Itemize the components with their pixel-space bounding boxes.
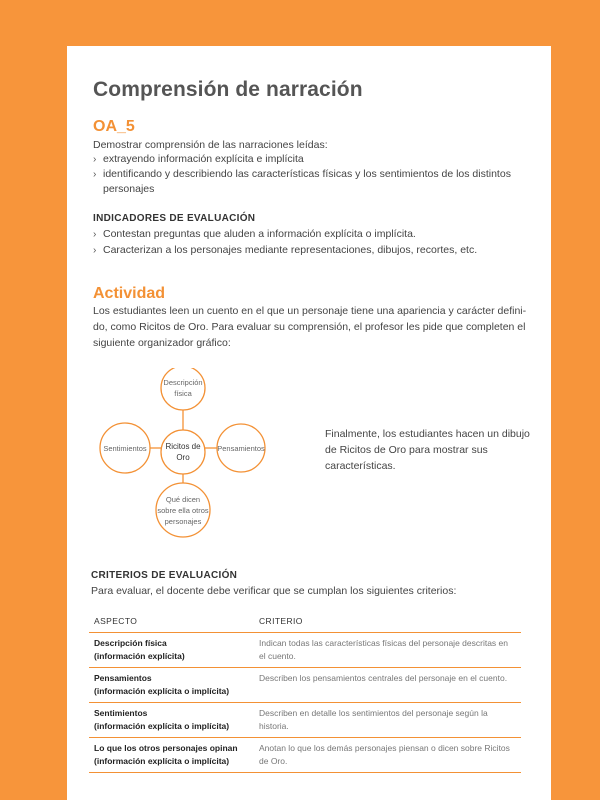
node-center-label-1: Ricitos de bbox=[165, 442, 201, 451]
node-bottom-label-3: personajes bbox=[164, 517, 202, 526]
criterion-cell: Describen en detalle los sentimientos del personaje según la historia. bbox=[254, 703, 521, 738]
aspect-cell bbox=[89, 633, 254, 668]
activity-line: Los estudiantes leen un cuento en el que un personaje tiene una apariencia y carácter defini- bbox=[93, 305, 527, 317]
bullet-arrow-icon: › bbox=[93, 229, 97, 240]
aspect-subtitle: (información explícita o implícita) bbox=[94, 721, 230, 731]
criterion-cell: Indican todas las características físicas del personaje descritas en el cuento. bbox=[254, 633, 521, 668]
objective-code: OA_5 bbox=[93, 118, 135, 135]
objective-item: › identificando y describiendo las características físicas y los sentimientos de los distintos personajes bbox=[93, 168, 511, 195]
worksheet-page bbox=[67, 46, 551, 800]
node-left-label: Sentimientos bbox=[103, 444, 147, 453]
side-note: Finalmente, los estudiantes hacen un dibujo de Ricitos de Oro para mostrar sus características. bbox=[325, 428, 530, 472]
criteria-heading: CRITERIOS DE EVALUACIÓN bbox=[91, 570, 238, 581]
table-header-row bbox=[89, 612, 521, 633]
table-row bbox=[89, 738, 521, 773]
aspect-subtitle: (información explícita o implícita) bbox=[94, 686, 230, 696]
node-bottom-label-2: sobre ella otros bbox=[157, 506, 209, 515]
indicators-heading: INDICADORES DE EVALUACIÓN bbox=[93, 213, 256, 224]
indicator-item: › Caracterizan a los personajes mediante representaciones, dibujos, recortes, etc. bbox=[93, 244, 478, 256]
graphic-organizer bbox=[97, 368, 307, 538]
column-header-aspect: ASPECTO bbox=[89, 612, 254, 633]
table-row bbox=[89, 703, 521, 738]
aspect-cell bbox=[89, 703, 254, 738]
aspect-title: Descripción física bbox=[94, 638, 167, 648]
indicator-item: › Contestan preguntas que aluden a información explícita o implícita. bbox=[93, 228, 416, 240]
activity-heading: Actividad bbox=[93, 285, 166, 302]
objective-description: Demostrar comprensión de las narraciones leídas: bbox=[93, 139, 328, 151]
node-center-label-2: Oro bbox=[176, 453, 190, 462]
table-row bbox=[89, 668, 521, 703]
criteria-intro: Para evaluar, el docente debe verificar que se cumplan los siguientes criterios: bbox=[91, 585, 457, 597]
table-row bbox=[89, 633, 521, 668]
aspect-title: Lo que los otros personajes opinan bbox=[94, 743, 238, 753]
page-title: Comprensión de narración bbox=[93, 78, 363, 101]
aspect-title: Pensamientos bbox=[94, 673, 152, 683]
bullet-arrow-icon: › bbox=[93, 169, 97, 180]
node-top-label-2: física bbox=[174, 389, 192, 398]
criterion-cell: Describen los pensamientos centrales del personaje en el cuento. bbox=[254, 668, 521, 703]
aspect-subtitle: (información explícita o implícita) bbox=[94, 756, 230, 766]
bullet-arrow-icon: › bbox=[93, 154, 97, 165]
bullet-arrow-icon: › bbox=[93, 245, 97, 256]
node-top-label-1: Descripción bbox=[163, 378, 203, 387]
node-right-label: Pensamientos bbox=[217, 444, 265, 453]
aspect-subtitle: (información explícita) bbox=[94, 651, 185, 661]
criteria-table bbox=[89, 612, 521, 773]
criterion-cell: Anotan lo que los demás personajes piensan o dicen sobre Ricitos de Oro. bbox=[254, 738, 521, 773]
column-header-criterion: CRITERIO bbox=[254, 612, 521, 633]
node-center bbox=[161, 430, 205, 474]
aspect-title: Sentimientos bbox=[94, 708, 148, 718]
objective-item: › extrayendo información explícita e implícita bbox=[93, 153, 304, 165]
activity-line: siguiente organizador gráfico: bbox=[93, 337, 231, 349]
aspect-cell bbox=[89, 738, 254, 773]
activity-line: do, como Ricitos de Oro. Para evaluar su comprensión, el profesor les pide que completen el bbox=[93, 321, 526, 333]
node-bottom-label-1: Qué dicen bbox=[165, 495, 201, 504]
aspect-cell bbox=[89, 668, 254, 703]
